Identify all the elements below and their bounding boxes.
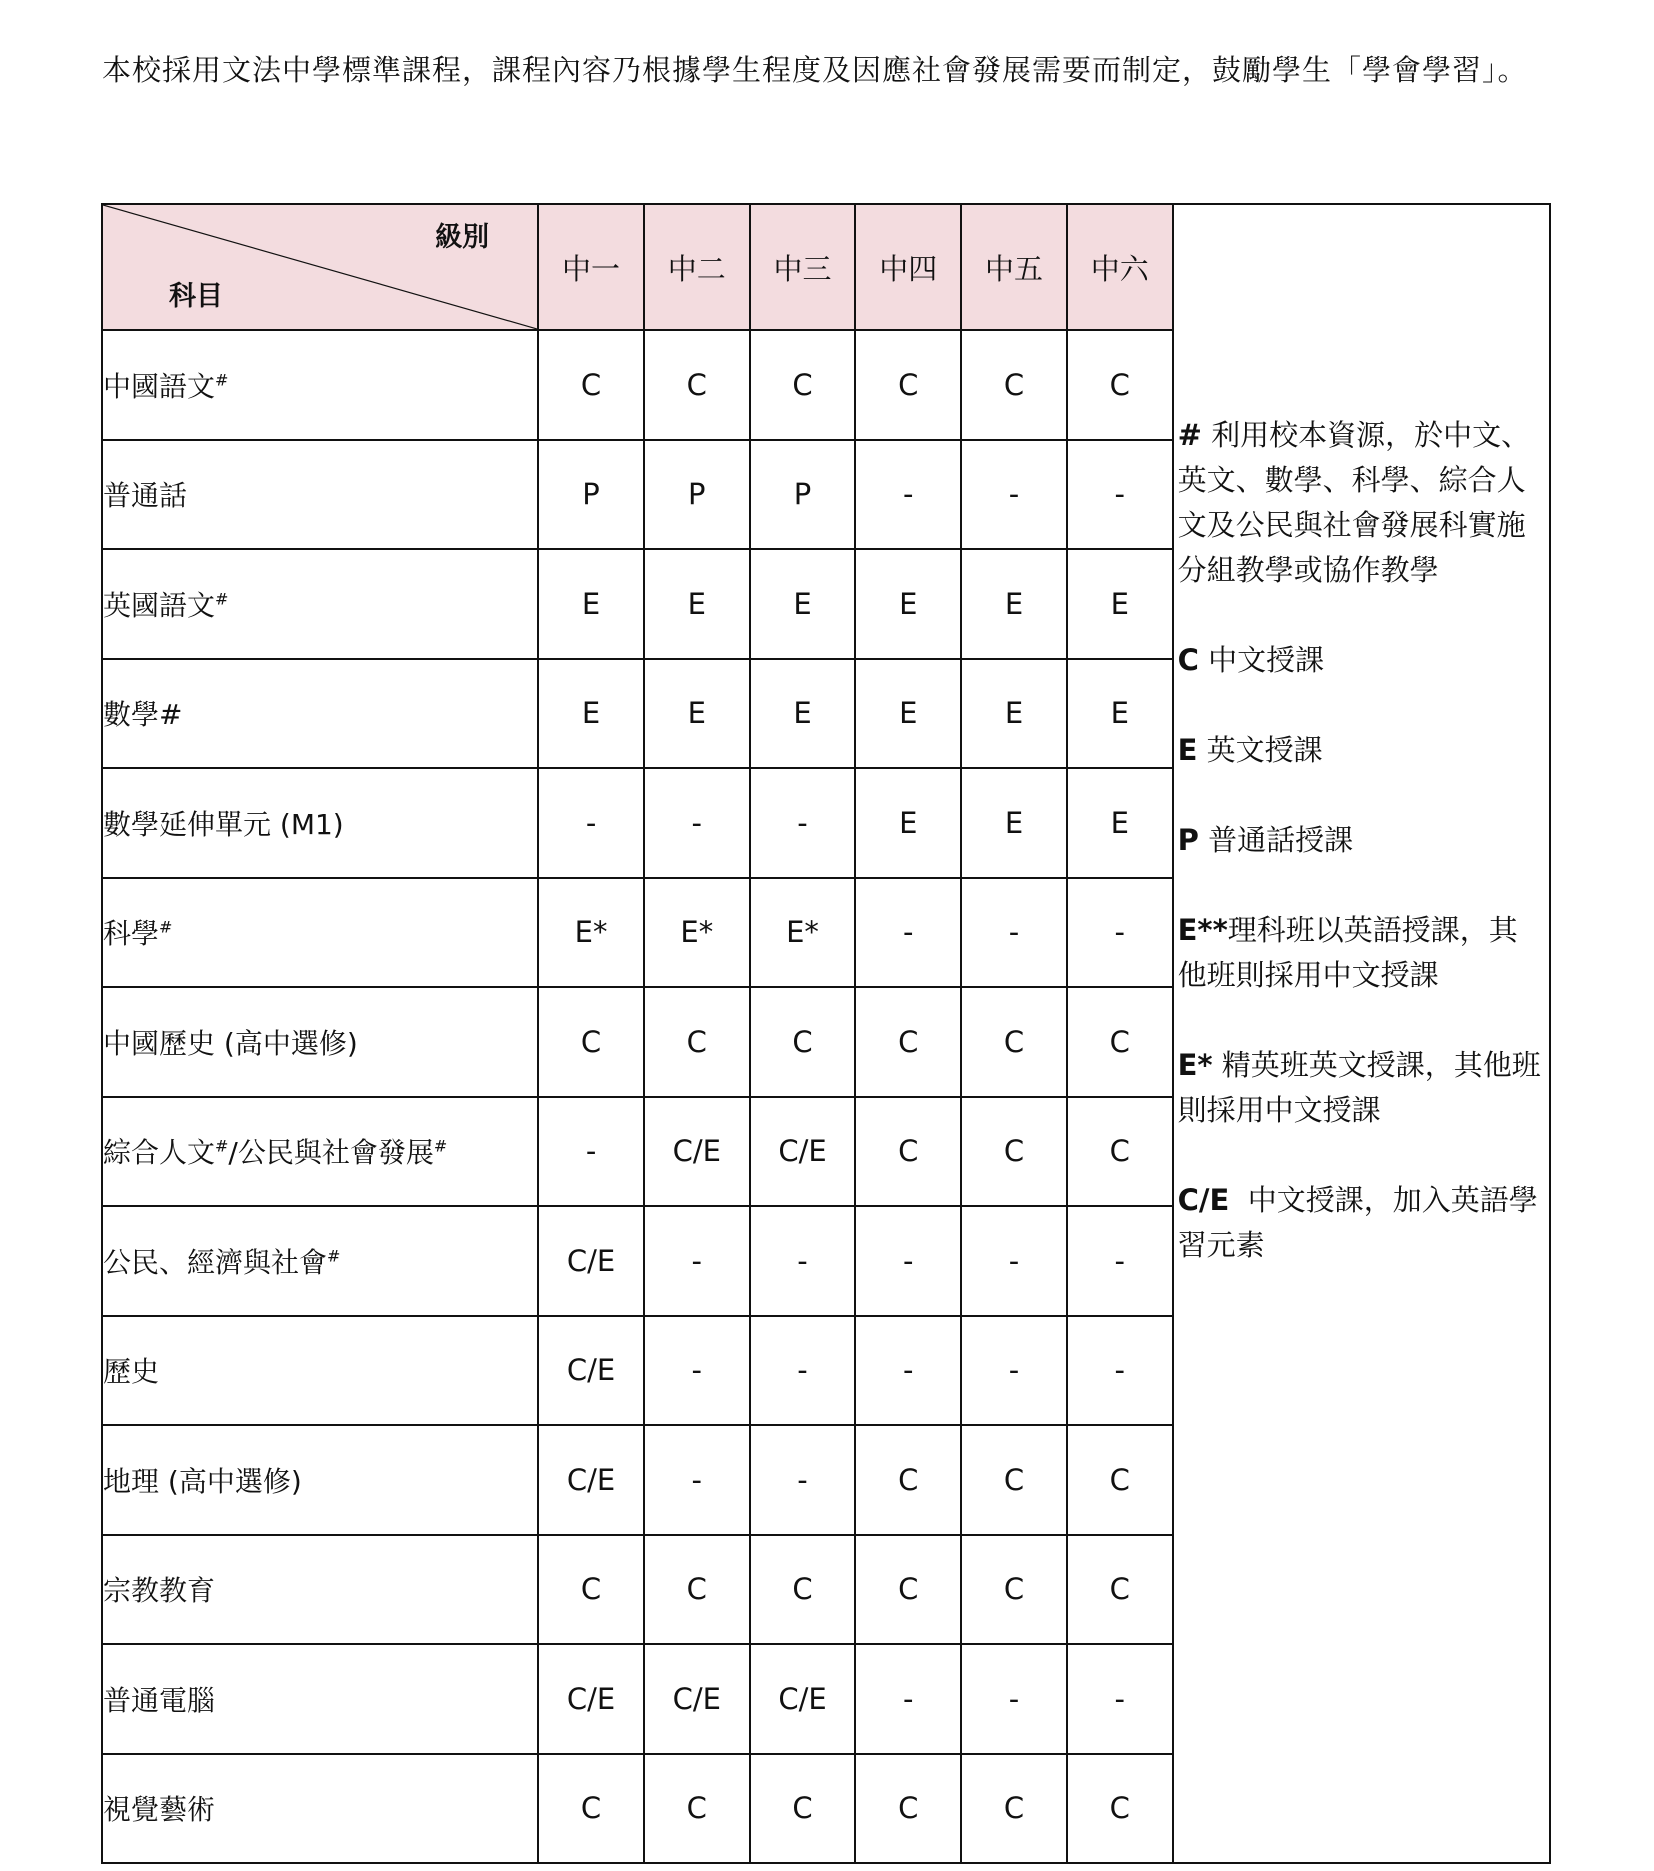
medium-cell: C bbox=[644, 1754, 750, 1864]
subject-cell bbox=[102, 1644, 538, 1754]
legend-note-text: 普通話授課 bbox=[1198, 823, 1354, 857]
medium-cell: P bbox=[750, 440, 856, 550]
subject-cell bbox=[102, 1316, 538, 1426]
medium-cell: - bbox=[644, 1316, 750, 1426]
medium-cell: C bbox=[750, 330, 856, 440]
level-header: 中二 bbox=[644, 204, 750, 330]
medium-cell: C bbox=[644, 1535, 750, 1645]
medium-cell: - bbox=[1067, 1206, 1173, 1316]
legend-note-text: 中文授課，加入英語學習元素 bbox=[1177, 1183, 1538, 1262]
legend-note-text: 利用校本資源，於中文、英文、數學、科學、綜合人文及公民與社會發展科實施分組教學或協作教學 bbox=[1177, 418, 1531, 587]
subject-cell bbox=[102, 1206, 538, 1316]
level-header: 中三 bbox=[750, 204, 856, 330]
legend-note bbox=[1178, 818, 1545, 863]
medium-cell: C bbox=[855, 330, 961, 440]
medium-cell: C bbox=[750, 1535, 856, 1645]
medium-cell: E bbox=[644, 659, 750, 769]
subject-cell bbox=[102, 1754, 538, 1864]
level-header: 中五 bbox=[961, 204, 1067, 330]
medium-cell: C bbox=[1067, 1425, 1173, 1535]
medium-cell: - bbox=[961, 440, 1067, 550]
medium-cell: E* bbox=[538, 878, 644, 988]
subject-name-part2: /公民與社會發展 bbox=[228, 1136, 434, 1170]
subject-name: 英國語文 bbox=[103, 588, 216, 622]
medium-cell: C/E bbox=[538, 1425, 644, 1535]
medium-cell: E* bbox=[644, 878, 750, 988]
legend-note-text: 英文授課 bbox=[1197, 733, 1323, 767]
medium-cell: C bbox=[961, 987, 1067, 1097]
medium-cell: C bbox=[961, 1425, 1067, 1535]
medium-cell: E bbox=[855, 768, 961, 878]
corner-subject-label: 科目 bbox=[169, 281, 223, 312]
medium-cell: C bbox=[855, 987, 961, 1097]
medium-cell: C bbox=[644, 330, 750, 440]
medium-cell: C bbox=[961, 1535, 1067, 1645]
legend-note-key: E* bbox=[1177, 1048, 1213, 1082]
medium-cell: C/E bbox=[644, 1097, 750, 1207]
subject-cell bbox=[102, 549, 538, 659]
medium-cell: E bbox=[855, 549, 961, 659]
curriculum-table bbox=[101, 203, 1551, 1864]
medium-cell: C bbox=[538, 987, 644, 1097]
medium-cell: - bbox=[538, 1097, 644, 1207]
medium-cell: E bbox=[1067, 549, 1173, 659]
medium-cell: - bbox=[1067, 1644, 1173, 1754]
legend-note-text: 精英班英文授課，其他班則採用中文授課 bbox=[1177, 1048, 1541, 1127]
corner-header-cell bbox=[102, 204, 538, 330]
medium-cell: - bbox=[855, 1206, 961, 1316]
subject-cell bbox=[102, 330, 538, 440]
medium-cell: E* bbox=[750, 878, 856, 988]
medium-cell: C bbox=[961, 330, 1067, 440]
level-header: 中四 bbox=[855, 204, 961, 330]
subject-cell bbox=[102, 440, 538, 550]
medium-cell: - bbox=[855, 440, 961, 550]
legend-note-key: E** bbox=[1177, 913, 1228, 947]
medium-cell: C bbox=[1067, 1754, 1173, 1864]
footnote-mark: # bbox=[433, 1136, 448, 1156]
medium-cell: - bbox=[1067, 440, 1173, 550]
footnote-mark: # bbox=[327, 1246, 341, 1266]
legend-notes bbox=[1173, 204, 1550, 1863]
subject-cell bbox=[102, 659, 538, 769]
legend-note bbox=[1178, 1043, 1545, 1133]
footnote-mark: # bbox=[215, 1136, 229, 1156]
medium-cell: C/E bbox=[644, 1644, 750, 1754]
footnote-mark: # bbox=[215, 589, 229, 609]
medium-cell: C/E bbox=[750, 1644, 856, 1754]
medium-cell: C bbox=[1067, 1097, 1173, 1207]
medium-cell: E bbox=[961, 659, 1067, 769]
medium-cell: E bbox=[961, 768, 1067, 878]
medium-cell: - bbox=[961, 878, 1067, 988]
medium-cell: - bbox=[644, 1206, 750, 1316]
medium-cell: P bbox=[538, 440, 644, 550]
medium-cell: - bbox=[855, 1644, 961, 1754]
level-header: 中一 bbox=[538, 204, 644, 330]
medium-cell: C bbox=[644, 987, 750, 1097]
medium-cell: E bbox=[1067, 659, 1173, 769]
subject-name: 宗教教育 bbox=[103, 1574, 216, 1608]
medium-cell: C bbox=[855, 1535, 961, 1645]
medium-cell: C/E bbox=[538, 1316, 644, 1426]
subject-cell bbox=[102, 1425, 538, 1535]
medium-cell: E bbox=[538, 659, 644, 769]
medium-cell: - bbox=[750, 1316, 856, 1426]
medium-cell: - bbox=[750, 768, 856, 878]
medium-cell: P bbox=[644, 440, 750, 550]
medium-cell: E bbox=[961, 549, 1067, 659]
subject-name: 科學 bbox=[103, 917, 160, 951]
medium-cell: C/E bbox=[750, 1097, 856, 1207]
legend-note bbox=[1178, 413, 1545, 593]
medium-cell: C bbox=[855, 1754, 961, 1864]
medium-cell: C bbox=[538, 1754, 644, 1864]
corner-level-label: 級別 bbox=[435, 222, 490, 253]
medium-cell: C bbox=[750, 1754, 856, 1864]
subject-name: 公民、經濟與社會 bbox=[103, 1245, 328, 1279]
subject-cell bbox=[102, 768, 538, 878]
medium-cell: C bbox=[1067, 1535, 1173, 1645]
medium-cell: E bbox=[644, 549, 750, 659]
subject-name: 地理 (高中選修) bbox=[103, 1464, 302, 1498]
medium-cell: C bbox=[750, 987, 856, 1097]
medium-cell: - bbox=[750, 1425, 856, 1535]
legend-note bbox=[1178, 1178, 1545, 1268]
subject-name: 中國歷史 (高中選修) bbox=[103, 1026, 358, 1060]
subject-name: 普通電腦 bbox=[103, 1683, 216, 1717]
subject-cell bbox=[102, 878, 538, 988]
medium-cell: E bbox=[855, 659, 961, 769]
medium-cell: - bbox=[750, 1206, 856, 1316]
intro-paragraph: 本校採用文法中學標準課程，課程內容乃根據學生程度及因應社會發展需要而制定，鼓勵學生「學會學習」。 bbox=[102, 53, 1528, 87]
legend-note bbox=[1178, 638, 1545, 683]
subject-name: 數學延伸單元 (M1) bbox=[103, 807, 344, 841]
level-header: 中六 bbox=[1067, 204, 1173, 330]
medium-cell: - bbox=[855, 878, 961, 988]
medium-cell: E bbox=[538, 549, 644, 659]
medium-cell: E bbox=[750, 659, 856, 769]
subject-name: 視覺藝術 bbox=[103, 1793, 216, 1827]
medium-cell: C bbox=[1067, 330, 1173, 440]
medium-cell: E bbox=[1067, 768, 1173, 878]
subject-cell bbox=[102, 987, 538, 1097]
medium-cell: C/E bbox=[538, 1206, 644, 1316]
legend-note-text: 中文授課 bbox=[1198, 643, 1325, 677]
legend-note bbox=[1178, 728, 1545, 773]
medium-cell: C bbox=[961, 1754, 1067, 1864]
footnote-mark: # bbox=[215, 370, 229, 390]
subject-name: 綜合人文 bbox=[103, 1136, 216, 1170]
legend-note-key: C/E bbox=[1177, 1183, 1230, 1217]
medium-cell: - bbox=[538, 768, 644, 878]
medium-cell: C/E bbox=[538, 1644, 644, 1754]
legend-note-key: P bbox=[1177, 823, 1199, 857]
medium-cell: - bbox=[1067, 878, 1173, 988]
medium-cell: - bbox=[961, 1316, 1067, 1426]
medium-cell: - bbox=[961, 1644, 1067, 1754]
subject-name: 數學# bbox=[103, 698, 183, 732]
subject-name: 中國語文 bbox=[103, 369, 216, 403]
medium-cell: E bbox=[750, 549, 856, 659]
medium-cell: C bbox=[855, 1425, 961, 1535]
medium-cell: - bbox=[1067, 1316, 1173, 1426]
footnote-mark: # bbox=[159, 917, 173, 937]
medium-cell: C bbox=[1067, 987, 1173, 1097]
legend-note-text: 理科班以英語授課，其他班則採用中文授課 bbox=[1177, 913, 1518, 992]
medium-cell: - bbox=[644, 1425, 750, 1535]
legend-note-key: E bbox=[1177, 733, 1198, 767]
subject-cell bbox=[102, 1097, 538, 1207]
subject-name: 普通話 bbox=[103, 479, 188, 513]
medium-cell: C bbox=[538, 1535, 644, 1645]
legend-note bbox=[1178, 908, 1545, 998]
medium-cell: - bbox=[855, 1316, 961, 1426]
medium-cell: - bbox=[961, 1206, 1067, 1316]
header-row bbox=[102, 204, 1550, 330]
subject-name: 歷史 bbox=[103, 1355, 160, 1389]
medium-cell: C bbox=[538, 330, 644, 440]
subject-cell bbox=[102, 1535, 538, 1645]
legend-note-key: # bbox=[1177, 418, 1202, 452]
medium-cell: - bbox=[644, 768, 750, 878]
medium-cell: C bbox=[855, 1097, 961, 1207]
medium-cell: C bbox=[961, 1097, 1067, 1207]
legend-note-key: C bbox=[1177, 643, 1199, 677]
